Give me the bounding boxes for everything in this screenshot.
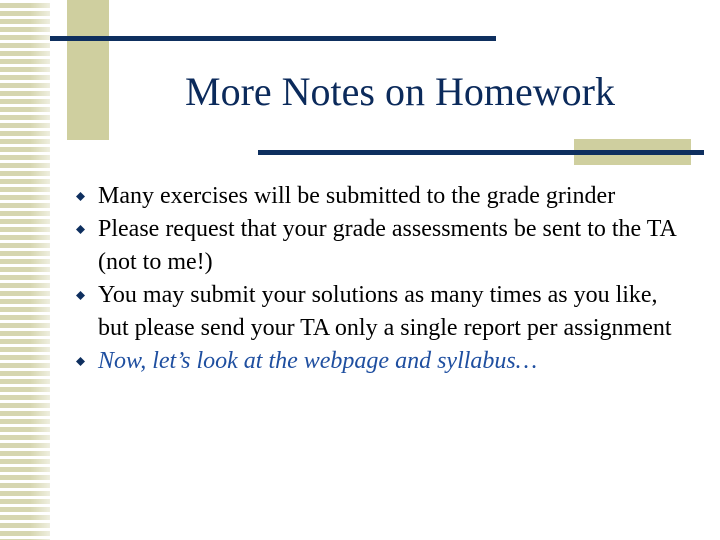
bullet-text: Please request that your grade assessments be sent to the TA (not to me!) [98,216,676,275]
title-rule-top [50,36,496,41]
bullet-text: Now, let’s look at the webpage and syllabus… [98,348,538,374]
diamond-bullet-icon [76,291,85,300]
bullet-item [72,180,692,213]
bullet-item [72,213,692,279]
diamond-bullet-icon [76,225,85,234]
diamond-bullet-icon [76,357,85,366]
title-rule-bottom [258,150,704,155]
diamond-bullet-icon [76,192,85,201]
slide-title: More Notes on Homework [185,69,615,114]
bullet-item [72,279,692,345]
bullet-text: Many exercises will be submitted to the grade grinder [98,183,616,209]
accent-block-top [67,0,109,140]
bullet-item-italic [72,345,692,378]
bullet-list [72,180,692,378]
bullet-text: You may submit your solutions as many times as you like, but please send your TA only a single report per assignment [98,282,672,341]
stripe-fade [0,0,50,540]
